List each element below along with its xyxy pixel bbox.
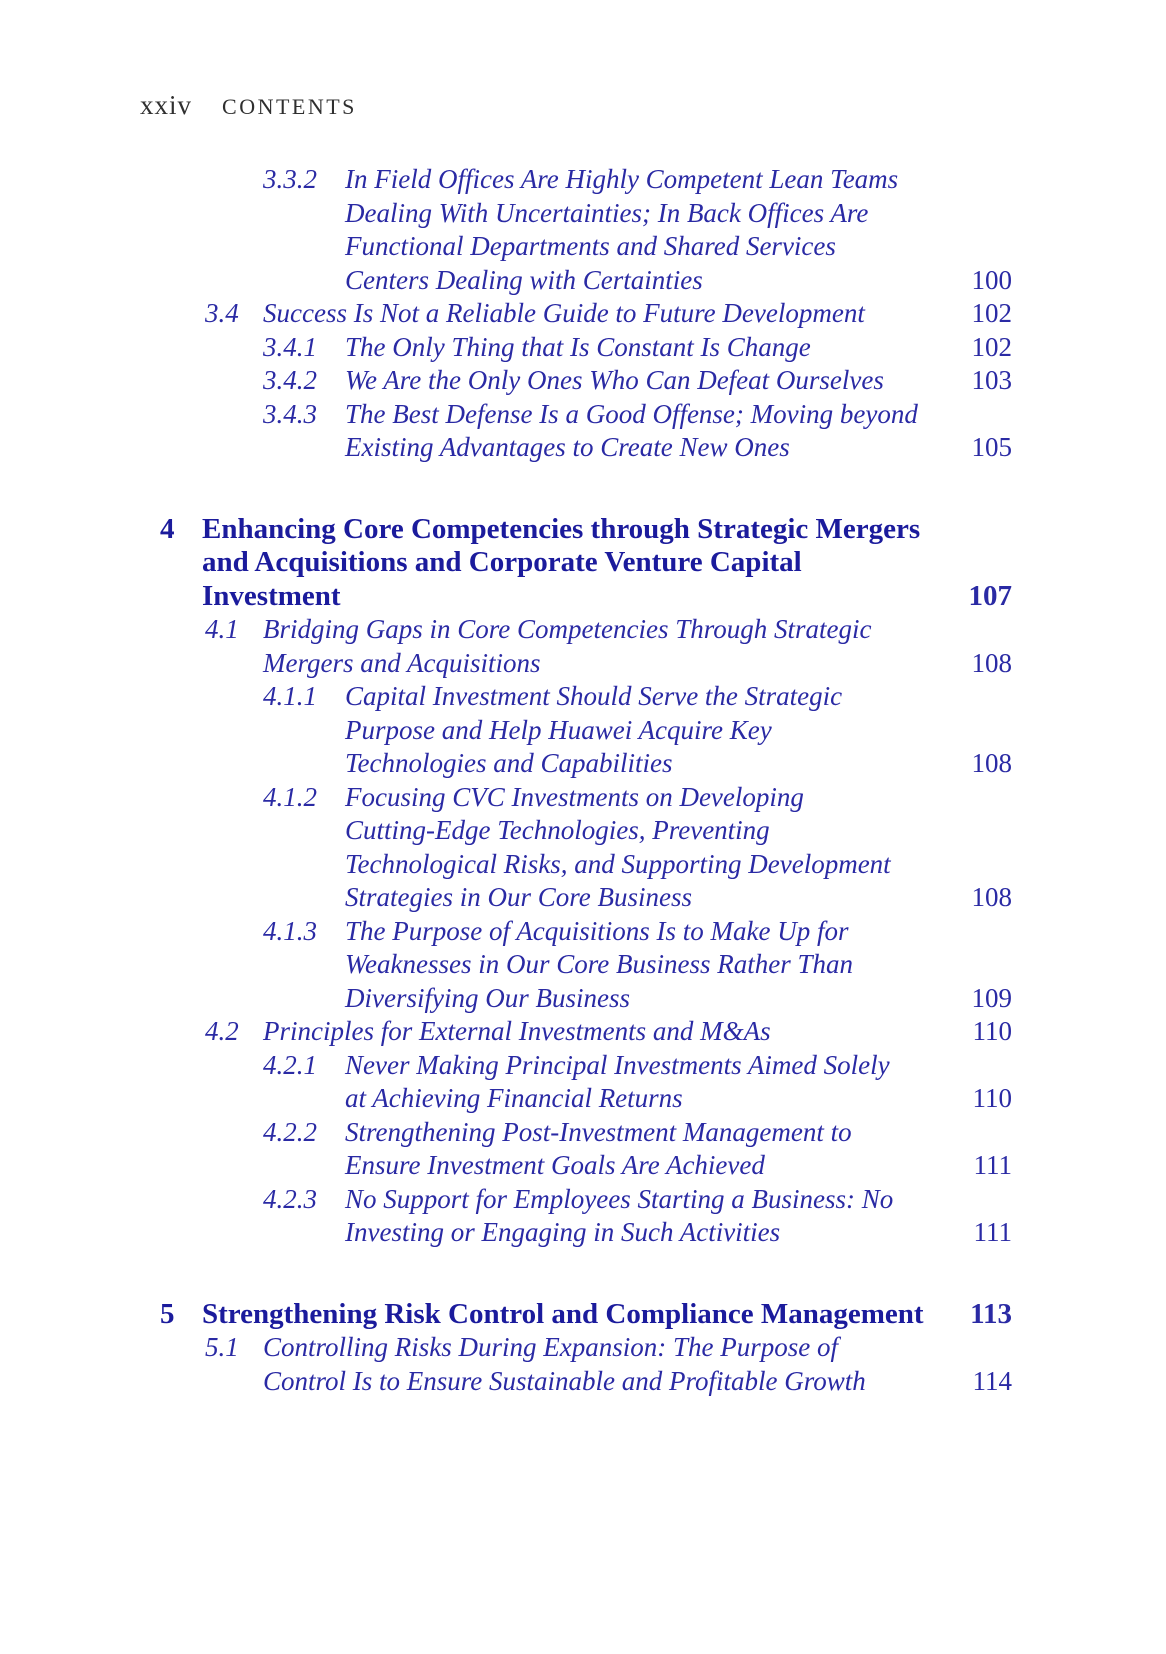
entry-number: 4.1.1 xyxy=(263,681,317,711)
entry-title: The Only Thing that Is Constant Is Change xyxy=(345,331,811,362)
entry-page: 103 xyxy=(971,365,1012,395)
entry-number: 4.2.3 xyxy=(263,1183,317,1214)
entry-title: We Are the Only Ones Who Can Defeat Ourselves xyxy=(345,365,884,395)
entry-number: 3.4.1 xyxy=(263,331,317,362)
entry-title: Principles for External Investments and M&As xyxy=(263,1016,771,1046)
toc-entry-3.4.1 xyxy=(140,331,1012,365)
toc-entry-5 xyxy=(140,1298,1012,1332)
entry-title: In Field Offices Are Highly Competent Lean Teams Dealing With Uncertainties; In Back Offices Are Functional Departments and Shared Services Centers Dealing with Certainties xyxy=(345,164,899,295)
entry-title: Capital Investment Should Serve the Strategic Purpose and Help Huawei Acquire Key Technologies and Capabilities xyxy=(345,681,843,778)
entry-page: 100 xyxy=(971,264,1012,295)
entry-number: 4.2.2 xyxy=(263,1116,317,1147)
running-header-title: CONTENTS xyxy=(222,94,357,119)
running-header xyxy=(140,90,357,121)
entry-number: 4.2 xyxy=(205,1016,239,1046)
entry-title: The Best Defense Is a Good Offense; Moving beyond Existing Advantages to Create New Ones xyxy=(345,398,918,462)
entry-number: 5.1 xyxy=(205,1332,239,1362)
entry-number: 4.1.3 xyxy=(263,915,317,946)
entry-title: Strengthening Post-Investment Management to Ensure Investment Goals Are Achieved xyxy=(345,1116,852,1180)
toc-entry-3.4.3 xyxy=(140,398,1012,465)
entry-page: 109 xyxy=(971,982,1012,1013)
entry-title: Controlling Risks During Expansion: The Purpose of Control Is to Ensure Sustainable and Profitable Growth xyxy=(263,1332,866,1396)
entry-title: Bridging Gaps in Core Competencies Through Strategic Mergers and Acquisitions xyxy=(263,614,872,678)
entry-page: 114 xyxy=(972,1365,1012,1396)
entry-number: 5 xyxy=(160,1297,175,1330)
entry-page: 110 xyxy=(972,1083,1012,1113)
toc-entry-4.1.2 xyxy=(140,781,1012,915)
toc-entry-4.2 xyxy=(140,1015,1012,1049)
entry-number: 3.4.2 xyxy=(263,365,317,395)
toc-entry-3.4 xyxy=(140,297,1012,331)
entry-number: 3.3.2 xyxy=(263,164,317,194)
toc-entry-4.2.2 xyxy=(140,1116,1012,1183)
entry-title: Success Is Not a Reliable Guide to Future Development xyxy=(263,298,865,328)
entry-page: 113 xyxy=(970,1297,1012,1330)
entry-number: 4.1 xyxy=(205,614,239,644)
entry-number: 4.2.1 xyxy=(263,1049,317,1080)
entry-page: 110 xyxy=(972,1016,1012,1046)
entry-page: 108 xyxy=(971,748,1012,778)
entry-number: 3.4.3 xyxy=(263,398,317,429)
toc-entry-3.3.2 xyxy=(140,163,1012,297)
entry-page: 108 xyxy=(971,647,1012,678)
entry-number: 4 xyxy=(160,512,175,545)
toc-entry-4.2.1 xyxy=(140,1049,1012,1116)
entry-number: 4.1.2 xyxy=(263,781,317,812)
toc-entry-4.1.3 xyxy=(140,915,1012,1016)
folio-page-number: xxiv xyxy=(140,90,193,120)
toc-entry-4.2.3 xyxy=(140,1183,1012,1250)
entry-title: Never Making Principal Investments Aimed Solely at Achieving Financial Returns xyxy=(345,1049,890,1113)
entry-number: 3.4 xyxy=(205,298,239,328)
entry-page: 105 xyxy=(971,432,1012,462)
entry-page: 111 xyxy=(973,1217,1012,1247)
toc-entry-4.1 xyxy=(140,613,1012,680)
entry-title: The Purpose of Acquisitions Is to Make Up for Weaknesses in Our Core Business Rather Than Diversifying Our Business xyxy=(345,915,853,1013)
entry-title: Strengthening Risk Control and Compliance Management xyxy=(202,1297,924,1330)
entry-title: Enhancing Core Competencies through Strategic Mergers and Acquisitions and Corporate Venture Capital Investment xyxy=(202,512,921,612)
entry-title: No Support for Employees Starting a Business: No Investing or Engaging in Such Activities xyxy=(345,1183,894,1247)
toc-entry-4.1.1 xyxy=(140,680,1012,781)
entry-page: 111 xyxy=(973,1150,1012,1180)
entry-page: 108 xyxy=(971,882,1012,912)
entry-page: 102 xyxy=(971,331,1012,362)
toc-entry-5.1 xyxy=(140,1331,1012,1398)
entry-title: Focusing CVC Investments on Developing Cutting-Edge Technologies, Preventing Technological Risks, and Supporting Development Strategies in Our Core Business xyxy=(345,781,891,912)
entry-page: 102 xyxy=(971,298,1012,328)
toc-entry-3.4.2 xyxy=(140,364,1012,398)
entry-page: 107 xyxy=(968,579,1012,612)
toc-entry-4 xyxy=(140,513,1012,614)
table-of-contents xyxy=(140,163,1012,1398)
